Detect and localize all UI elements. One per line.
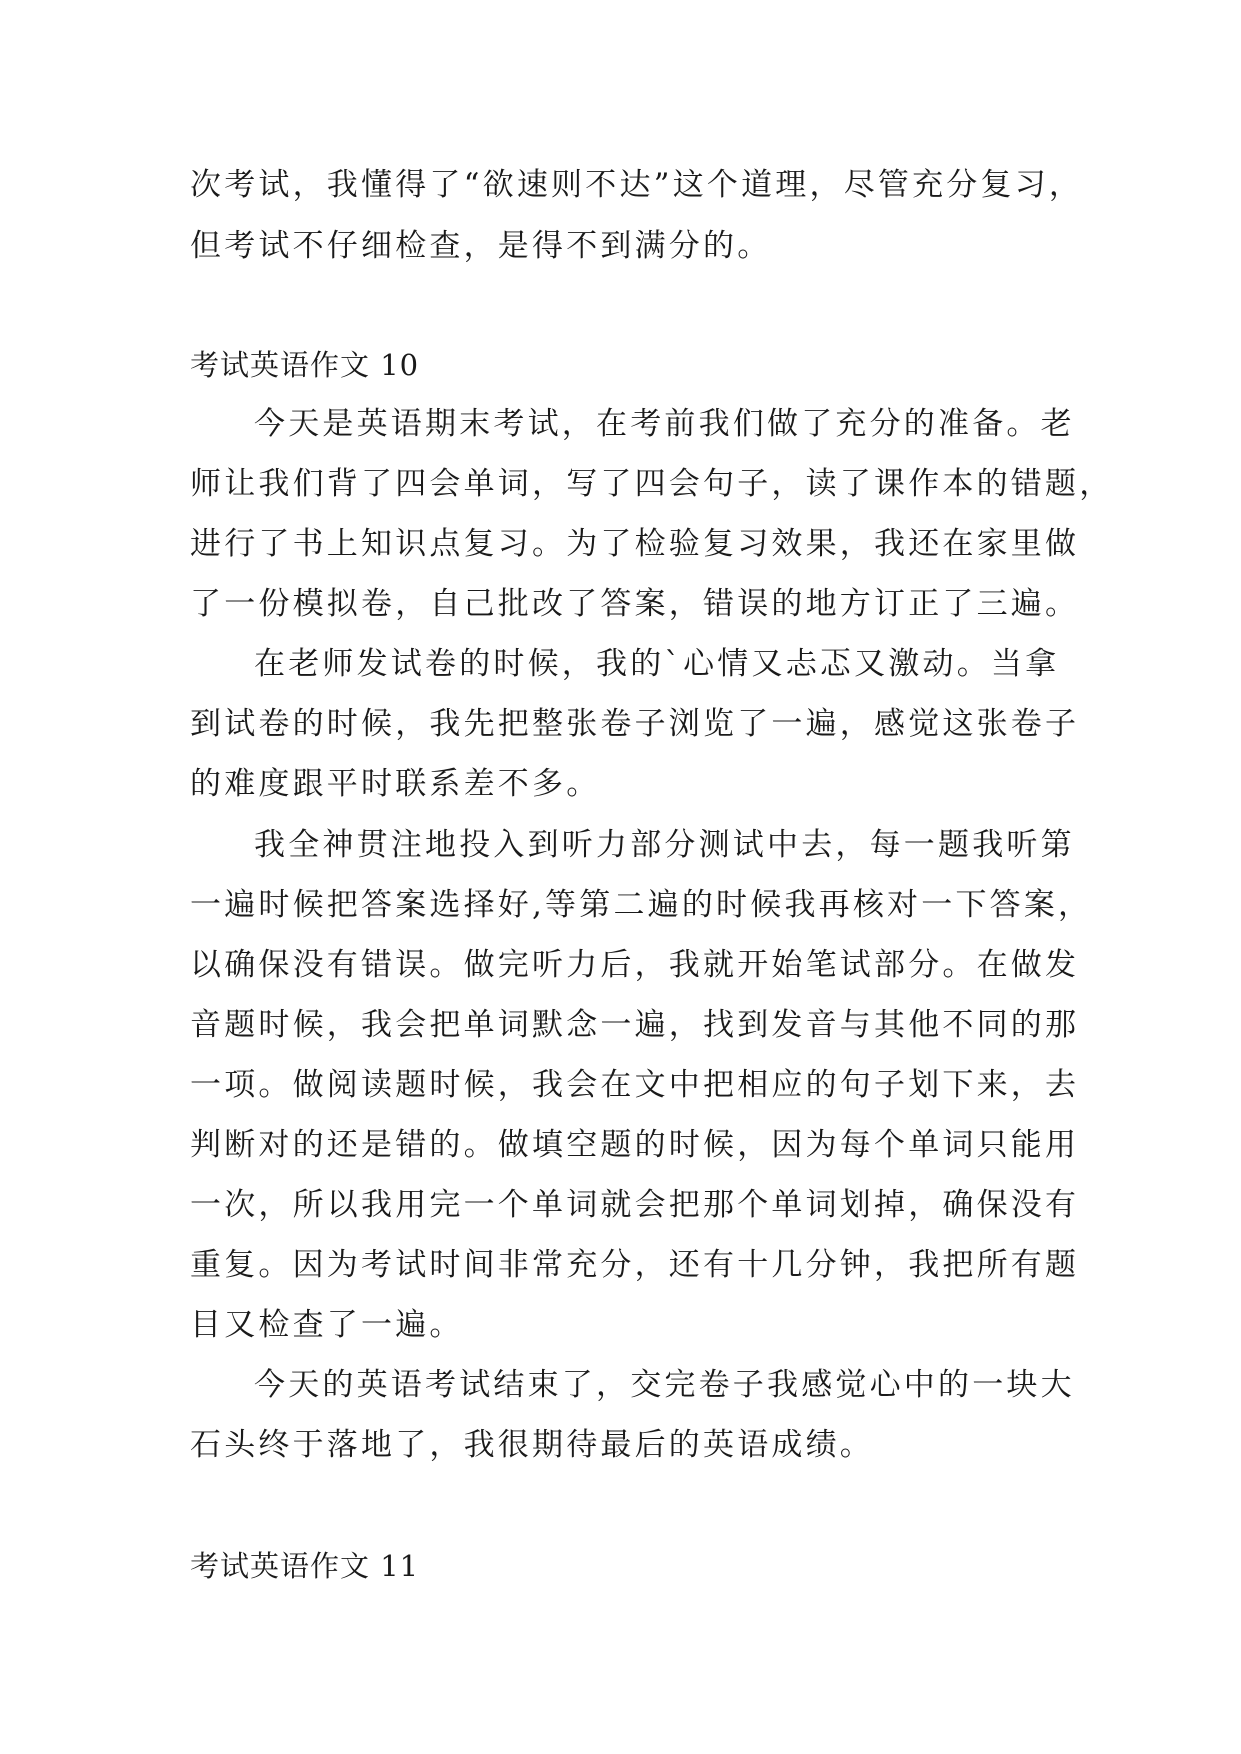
text-line: 一遍时候把答案选择好,等第二遍的时候我再核对一下答案， xyxy=(190,887,1093,923)
paragraph-first-line: 我全神贯注地投入到听力部分测试中去，每一题我听第 xyxy=(254,827,1075,863)
essay-heading: 考试英语作文 10 xyxy=(190,348,420,382)
text-line: 但考试不仔细检查，是得不到满分的。 xyxy=(190,228,772,264)
paragraph-first-line: 今天的英语考试结束了，交完卷子我感觉心中的一块大 xyxy=(254,1367,1075,1403)
paragraph-first-line: 今天是英语期末考试，在考前我们做了充分的准备。老 xyxy=(254,406,1075,442)
text-line: 一项。做阅读题时候，我会在文中把相应的句子划下来，去 xyxy=(190,1067,1080,1103)
text-line: 目又检查了一遍。 xyxy=(190,1307,464,1343)
essay-heading: 考试英语作文 11 xyxy=(190,1549,420,1583)
text-line: 进行了书上知识点复习。为了检验复习效果，我还在家里做 xyxy=(190,526,1080,562)
text-line: 石头终于落地了，我很期待最后的英语成绩。 xyxy=(190,1427,874,1463)
text-line: 师让我们背了四会单词，写了四会句子，读了课作本的错题， xyxy=(190,466,1114,502)
text-line: 以确保没有错误。做完听力后，我就开始笔试部分。在做发 xyxy=(190,947,1080,983)
text-line: 音题时候，我会把单词默念一遍，找到发音与其他不同的那 xyxy=(190,1007,1080,1043)
text-line: 的难度跟平时联系差不多。 xyxy=(190,766,601,802)
text-line: 重复。因为考试时间非常充分，还有十几分钟，我把所有题 xyxy=(190,1247,1080,1283)
text-line: 了一份模拟卷，自己批改了答案，错误的地方订正了三遍。 xyxy=(190,586,1080,622)
text-line: 一次，所以我用完一个单词就会把那个单词划掉，确保没有 xyxy=(190,1187,1080,1223)
text-line: 判断对的还是错的。做填空题的时候，因为每个单词只能用 xyxy=(190,1127,1080,1163)
text-line: 次考试，我懂得了“欲速则不达”这个道理，尽管充分复习， xyxy=(190,167,1084,203)
text-line: 到试卷的时候，我先把整张卷子浏览了一遍，感觉这张卷子 xyxy=(190,706,1080,742)
paragraph-first-line: 在老师发试卷的时候，我的`心情又忐忑又激动。当拿 xyxy=(254,646,1060,682)
